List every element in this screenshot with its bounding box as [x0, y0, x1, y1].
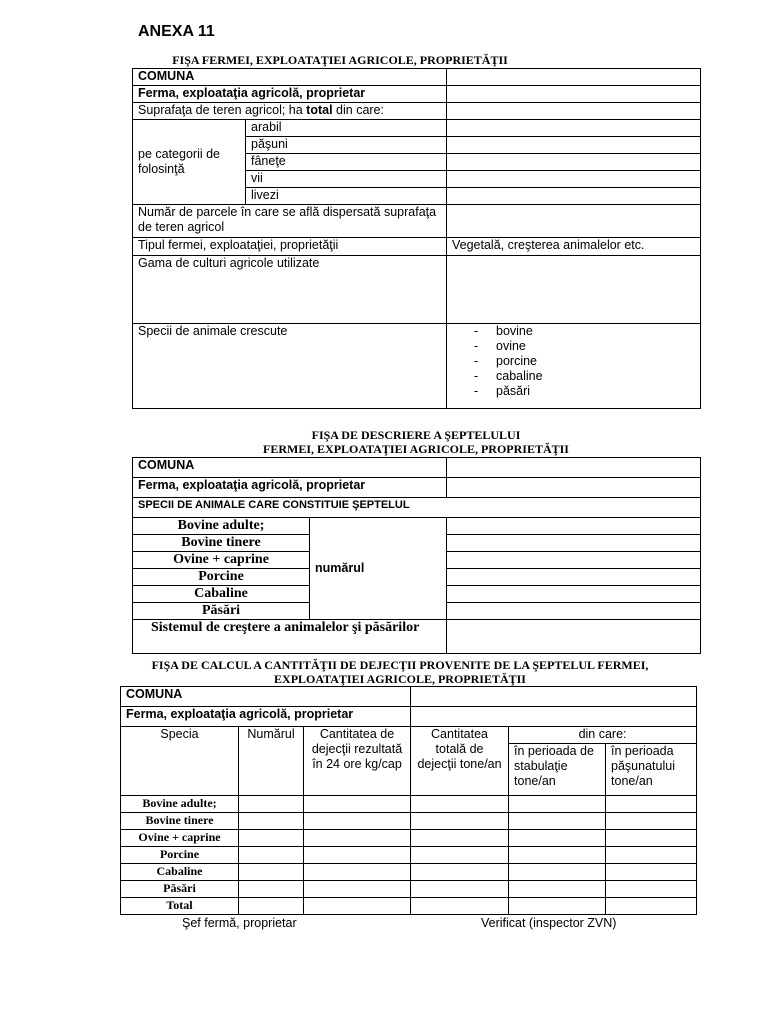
table-cell[interactable]	[239, 813, 304, 830]
table-cell[interactable]	[606, 898, 697, 915]
category-pasuni-field[interactable]	[447, 137, 701, 154]
crops-value-field[interactable]	[447, 256, 701, 324]
form3-comuna-field[interactable]	[411, 687, 697, 707]
animal-row-field[interactable]	[447, 603, 701, 620]
table-cell[interactable]	[509, 864, 606, 881]
table-cell[interactable]	[239, 881, 304, 898]
table-cell[interactable]	[509, 830, 606, 847]
signature-inspector: Verificat (inspector ZVN)	[481, 916, 617, 930]
col-header-stabulation: în perioada de stabulaţie tone/an	[509, 744, 606, 796]
table-cell[interactable]	[239, 830, 304, 847]
table-cell[interactable]	[606, 830, 697, 847]
animal-row-label: Bovine adulte;	[133, 518, 310, 535]
form2-comuna-field[interactable]	[447, 458, 701, 478]
signature-farm-chief: Şef fermă, proprietar	[182, 916, 297, 930]
table-cell[interactable]	[509, 847, 606, 864]
list-item: - păsări	[474, 384, 695, 399]
table-cell[interactable]	[509, 881, 606, 898]
category-livezi-field[interactable]	[447, 188, 701, 205]
category-vii-field[interactable]	[447, 171, 701, 188]
animal-row-label: Păsări	[133, 603, 310, 620]
farm-type-label: Tipul fermei, exploataţiei, proprietăţii	[133, 238, 447, 256]
farm-type-value[interactable]: Vegetală, creşterea animalelor etc.	[447, 238, 701, 256]
table-cell[interactable]	[304, 864, 411, 881]
form2-heading-line2: FERMEI, EXPLOATAŢIEI AGRICOLE, PROPRIETĂŢII	[263, 442, 569, 456]
table-row-label: Ovine + caprine	[121, 830, 239, 847]
table-cell[interactable]	[411, 830, 509, 847]
table-row-label: Porcine	[121, 847, 239, 864]
table-cell[interactable]	[304, 813, 411, 830]
table-cell[interactable]	[304, 830, 411, 847]
table-cell[interactable]	[304, 898, 411, 915]
surface-label: Suprafaţa de teren agricol; ha total din care:	[133, 103, 447, 120]
table-cell[interactable]	[304, 847, 411, 864]
list-item: - cabaline	[474, 369, 695, 384]
form2-farm-owner-field[interactable]	[447, 478, 701, 498]
table-cell[interactable]	[606, 881, 697, 898]
animal-row-field[interactable]	[447, 552, 701, 569]
form3-comuna-label: COMUNA	[121, 687, 411, 707]
farm-sheet-table	[132, 68, 701, 409]
form1-heading: FIŞA FERMEI, EXPLOATAŢIEI AGRICOLE, PROPRIETĂŢII	[172, 53, 508, 67]
table-row-label: Cabaline	[121, 864, 239, 881]
category-fanete-field[interactable]	[447, 154, 701, 171]
parcels-label: Număr de parcele în care se află dispersată suprafaţa de teren agricol	[133, 205, 447, 238]
livestock-description-table	[132, 457, 701, 654]
species-header: SPECII DE ANIMALE CARE CONSTITUIE ŞEPTELUL	[133, 498, 701, 518]
animal-row-label: Ovine + caprine	[133, 552, 310, 569]
animal-row-field[interactable]	[447, 518, 701, 535]
comuna-label: COMUNA	[133, 69, 447, 86]
category-arabil-field[interactable]	[447, 120, 701, 137]
crops-label: Gama de culturi agricole utilizate	[133, 256, 447, 324]
annex-title: ANEXA 11	[138, 23, 215, 40]
animal-row-field[interactable]	[447, 586, 701, 603]
table-row-label: Bovine adulte;	[121, 796, 239, 813]
table-cell[interactable]	[606, 796, 697, 813]
table-cell[interactable]	[239, 796, 304, 813]
table-cell[interactable]	[606, 847, 697, 864]
table-cell[interactable]	[411, 881, 509, 898]
table-cell[interactable]	[411, 847, 509, 864]
manure-calculation-table	[120, 686, 697, 915]
farm-owner-label: Ferma, exploataţia agricolă, proprietar	[133, 86, 447, 103]
col-header-grazing: în perioada păşunatului tone/an	[606, 744, 697, 796]
table-row-label: Bovine tinere	[121, 813, 239, 830]
form3-farm-owner-label: Ferma, exploataţia agricolă, proprietar	[121, 707, 411, 727]
form3-heading-line2: EXPLOATAŢIEI AGRICOLE, PROPRIETĂŢII	[274, 672, 526, 686]
category-label: pe categorii de folosinţă	[133, 120, 246, 205]
list-item: - porcine	[474, 354, 695, 369]
category-pasuni: păşuni	[246, 137, 447, 154]
animal-row-label: Cabaline	[133, 586, 310, 603]
animal-row-label: Porcine	[133, 569, 310, 586]
animal-row-label: Bovine tinere	[133, 535, 310, 552]
table-cell[interactable]	[239, 847, 304, 864]
table-cell[interactable]	[509, 898, 606, 915]
farm-owner-value-field[interactable]	[447, 86, 701, 103]
form3-heading-line1: FIŞA DE CALCUL A CANTITĂŢII DE DEJECŢII PROVENITE DE LA ŞEPTELUL FERMEI,	[151, 658, 649, 672]
category-fanete: fâneţe	[246, 154, 447, 171]
col-header-din-care: din care:	[509, 727, 697, 744]
category-arabil: arabil	[246, 120, 447, 137]
list-item: - ovine	[474, 339, 695, 354]
breeding-system-label: Sistemul de creştere a animalelor şi păsărilor	[133, 620, 447, 654]
animal-row-field[interactable]	[447, 569, 701, 586]
category-vii: vii	[246, 171, 447, 188]
species-list-cell	[447, 324, 701, 409]
table-cell[interactable]	[304, 881, 411, 898]
form2-comuna-label: COMUNA	[133, 458, 447, 478]
form3-heading	[100, 658, 700, 686]
table-cell[interactable]	[304, 796, 411, 813]
table-cell[interactable]	[509, 796, 606, 813]
table-row-total-label: Total	[121, 898, 239, 915]
comuna-value-field[interactable]	[447, 69, 701, 86]
table-cell[interactable]	[606, 864, 697, 881]
col-header-specia: Specia	[121, 727, 239, 796]
table-cell[interactable]	[239, 864, 304, 881]
parcels-value-field[interactable]	[447, 205, 701, 238]
table-cell[interactable]	[411, 898, 509, 915]
col-header-numarul: Numărul	[239, 727, 304, 796]
number-label: numărul	[310, 518, 447, 620]
table-cell[interactable]	[509, 813, 606, 830]
surface-value-field[interactable]	[447, 103, 701, 120]
col-header-total-quantity: Cantitatea totală de dejecţii tone/an	[411, 727, 509, 796]
table-cell[interactable]	[411, 813, 509, 830]
table-cell[interactable]	[239, 898, 304, 915]
species-label: Specii de animale crescute	[133, 324, 447, 409]
table-cell[interactable]	[411, 796, 509, 813]
form2-heading-line1: FIŞA DE DESCRIERE A ŞEPTELULUI	[311, 428, 521, 442]
breeding-system-field[interactable]	[447, 620, 701, 654]
col-header-daily-quantity: Cantitatea de dejecţii rezultată în 24 ore kg/cap	[304, 727, 411, 796]
form3-farm-owner-field[interactable]	[411, 707, 697, 727]
table-row-label: Păsări	[121, 881, 239, 898]
form2-farm-owner-label: Ferma, exploataţia agricolă, proprietar	[133, 478, 447, 498]
table-cell[interactable]	[606, 813, 697, 830]
category-livezi: livezi	[246, 188, 447, 205]
form2-heading	[132, 428, 700, 456]
animal-row-field[interactable]	[447, 535, 701, 552]
list-item: - bovine	[474, 324, 695, 339]
table-cell[interactable]	[411, 864, 509, 881]
species-list	[452, 324, 695, 399]
